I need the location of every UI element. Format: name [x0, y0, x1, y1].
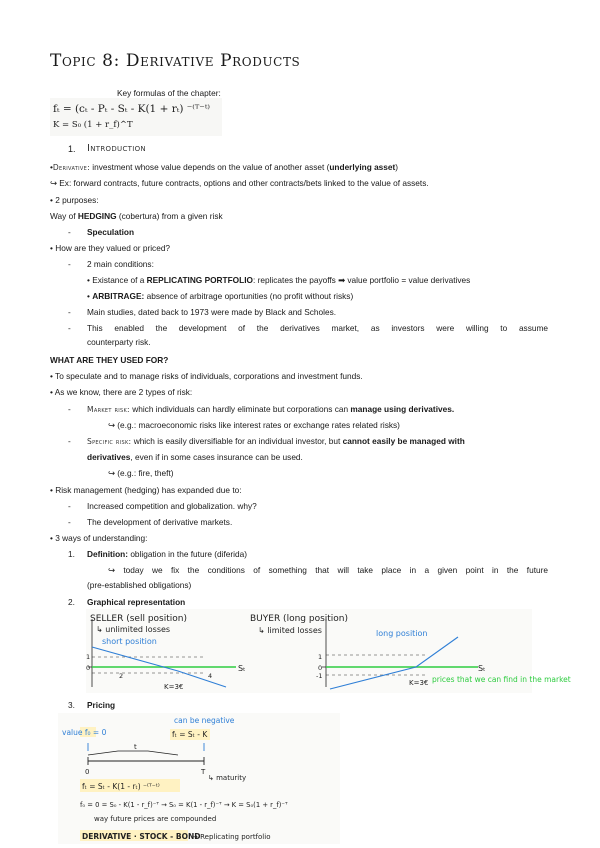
condition-bullet: • Existance of a: [87, 275, 147, 285]
derivative-def-text: investment whose value depends on the value of another asset (: [92, 162, 330, 172]
key-formulas-box: [50, 98, 222, 136]
understanding-num-2: 2.: [68, 597, 75, 607]
specific-risk: [87, 436, 465, 447]
underlying-asset: underlying asset: [329, 162, 396, 172]
condition-arbitrage-text: absence of arbitrage oportunities (no profit without risks): [144, 291, 354, 301]
purpose-hedging-prefix: Way of: [50, 211, 78, 221]
development-line-2: counterparty risk.: [87, 337, 151, 347]
main-studies: Main studies, dated back to 1973 were made by Black and Scholes.: [87, 307, 337, 317]
payoff-graph: [86, 609, 571, 693]
short-position-label: short position: [102, 637, 157, 646]
seller-tick-2: 2: [119, 672, 124, 680]
pricing-formula-2: f₀ = 0 = S₀ - K(1 - r_f)⁻ᵀ → S₀ = K(1 - r_f)⁻ᵀ → K = S₀(1 + r_f)⁻ᵀ: [80, 801, 288, 809]
cannot-be-managed: cannot easily be managed with: [342, 436, 465, 446]
buyer-tick-m1: -1: [316, 672, 323, 680]
long-position-label: long position: [376, 629, 428, 638]
pricing-notes: [58, 713, 340, 844]
replicating-formula: DERIVATIVE · STOCK - BOND: [82, 832, 201, 841]
today-line-2: (pre-established obligations): [87, 580, 192, 590]
dash: -: [68, 517, 71, 527]
specific-risk-example: ↪ (e.g.: fire, theft): [108, 468, 174, 478]
valued-question: • How are they valued or priced?: [50, 243, 171, 253]
understanding-num-3: 3.: [68, 700, 75, 710]
dash: -: [68, 227, 71, 237]
seller-tick-0: 0: [86, 664, 91, 672]
value-label: value f₀ = 0: [62, 728, 107, 737]
derivative-term: Derivative:: [52, 163, 90, 172]
dash: -: [68, 404, 71, 414]
page-title: Topic 8: Derivative Products: [50, 51, 301, 71]
seller-title: SELLER (sell position): [90, 614, 187, 624]
arbitrage-term: ARBITRAGE:: [92, 291, 145, 301]
derivative-def-end: ): [395, 162, 399, 172]
section-heading: Introduction: [87, 143, 146, 154]
derivative-example: ↪ Ex: forward contracts, future contracts, options and other contracts/bets linked to the value of assets.: [50, 178, 429, 188]
condition-replicating-text: : replicates the payoffs ➡ value portfolio = value derivatives: [252, 275, 471, 285]
replicating-portfolio-term: REPLICATING PORTFOLIO: [146, 275, 253, 285]
pricing-formula-1: fₜ = Sₜ - K(1 - rₜ) ⁻⁽ᵀ⁻ᵗ⁾: [82, 782, 160, 791]
understanding-label: • 3 ways of understanding:: [50, 533, 148, 543]
timeline-zero: 0: [85, 768, 90, 776]
bullet: •: [50, 162, 53, 172]
replicating-portfolio-label: → Replicating portfolio: [192, 833, 271, 841]
pricing-label: Pricing: [87, 700, 116, 710]
market-risk-example: ↪ (e.g.: macroeconomic risks like interest rates or exchange rates related risks): [108, 420, 400, 430]
purposes-label: • 2 purposes:: [50, 195, 99, 205]
market-risk-term: Market risk:: [87, 405, 130, 414]
formula-forward-price: K = S₀ (1 + r_f)^T: [53, 120, 133, 130]
buyer-st-axis-label: Sₜ: [478, 664, 486, 673]
used-for-item-speculate: • To speculate and to manage risks of individuals, corporations and investment funds.: [50, 371, 363, 381]
specific-risk-insurance: , even if in some cases insurance can be used.: [130, 452, 303, 462]
market-risk: [87, 404, 454, 415]
used-for-item-risk-types: • As we know, there are 2 types of risk:: [50, 387, 193, 397]
formula-forward-value: fₜ = (cₜ - Pₜ - Sₜ - K(1 + rₜ) ⁻⁽ᵀ⁻ᵗ⁾: [53, 103, 210, 115]
timeline-t-label: t: [134, 743, 137, 751]
manage-using-derivatives: manage using derivatives.: [350, 404, 455, 414]
specific-risk-term: Specific risk:: [87, 437, 132, 446]
ft-box: fₜ = Sₜ - K: [172, 730, 208, 739]
derivative-definition: [50, 162, 398, 173]
seller-k-label: K=3€: [164, 683, 184, 691]
today-line-1: ↪ today we fix the conditions of something that will take place in a given point in the future: [108, 565, 548, 575]
key-formulas-label: Key formulas of the chapter:: [117, 88, 221, 98]
seller-st-axis-label: Sₜ: [238, 664, 246, 673]
graph-label: Graphical representation: [87, 597, 186, 607]
buyer-tick-0: 0: [318, 664, 323, 672]
seller-note: ↳ unlimited losses: [96, 625, 171, 634]
definition-term: Definition:: [87, 549, 129, 559]
pricing-formula-3: way future prices are compounded: [94, 815, 217, 823]
seller-tick-4: 4: [208, 672, 213, 680]
development-line-1: This enabled the development of the derivatives market, as investors were willing to assume: [87, 323, 548, 333]
specific-risk-cont: [87, 452, 303, 463]
risk-management-label: • Risk management (hedging) has expanded due to:: [50, 485, 242, 495]
buyer-k-label: K=3€: [409, 679, 429, 687]
purpose-speculation: Speculation: [87, 227, 135, 237]
purpose-hedging: [50, 211, 223, 222]
buyer-tick-1: 1: [318, 653, 323, 661]
condition-arbitrage: [87, 291, 353, 302]
derivatives-term: derivatives: [87, 452, 131, 462]
specific-risk-text: which is easily diversifiable for an individual investor, but: [133, 436, 343, 446]
timeline-T: T: [201, 768, 206, 776]
market-prices-note: prices that we can find in the market: [432, 675, 571, 684]
risk-mgmt-reason-1: Increased competition and globalization. why?: [87, 501, 257, 511]
dash: -: [68, 259, 71, 269]
dash: -: [68, 323, 71, 333]
understanding-num-1: 1.: [68, 549, 75, 559]
dash: -: [68, 501, 71, 511]
maturity-label: ↳ maturity: [208, 774, 247, 782]
condition-replicating: [87, 275, 470, 286]
risk-mgmt-reason-2: The development of derivative markets.: [87, 517, 233, 527]
used-for-heading: WHAT ARE THEY USED FOR?: [50, 355, 169, 365]
dash: -: [68, 436, 71, 446]
purpose-hedging-text: (cobertura) from a given risk: [116, 211, 223, 221]
definition-item: [87, 549, 247, 560]
seller-tick-1: 1: [86, 653, 91, 661]
market-risk-text: which individuals can hardly eliminate but corporations can: [132, 404, 351, 414]
buyer-title: BUYER (long position): [250, 614, 349, 624]
buyer-note: ↳ limited losses: [258, 626, 322, 635]
can-be-negative: can be negative: [174, 716, 235, 725]
conditions-label: 2 main conditions:: [87, 259, 154, 269]
hedging-term: HEDGING: [77, 211, 117, 221]
section-number: 1.: [68, 144, 76, 154]
dash: -: [68, 307, 71, 317]
condition-bullet: •: [87, 291, 93, 301]
definition-text: obligation in the future (diferida): [128, 549, 248, 559]
